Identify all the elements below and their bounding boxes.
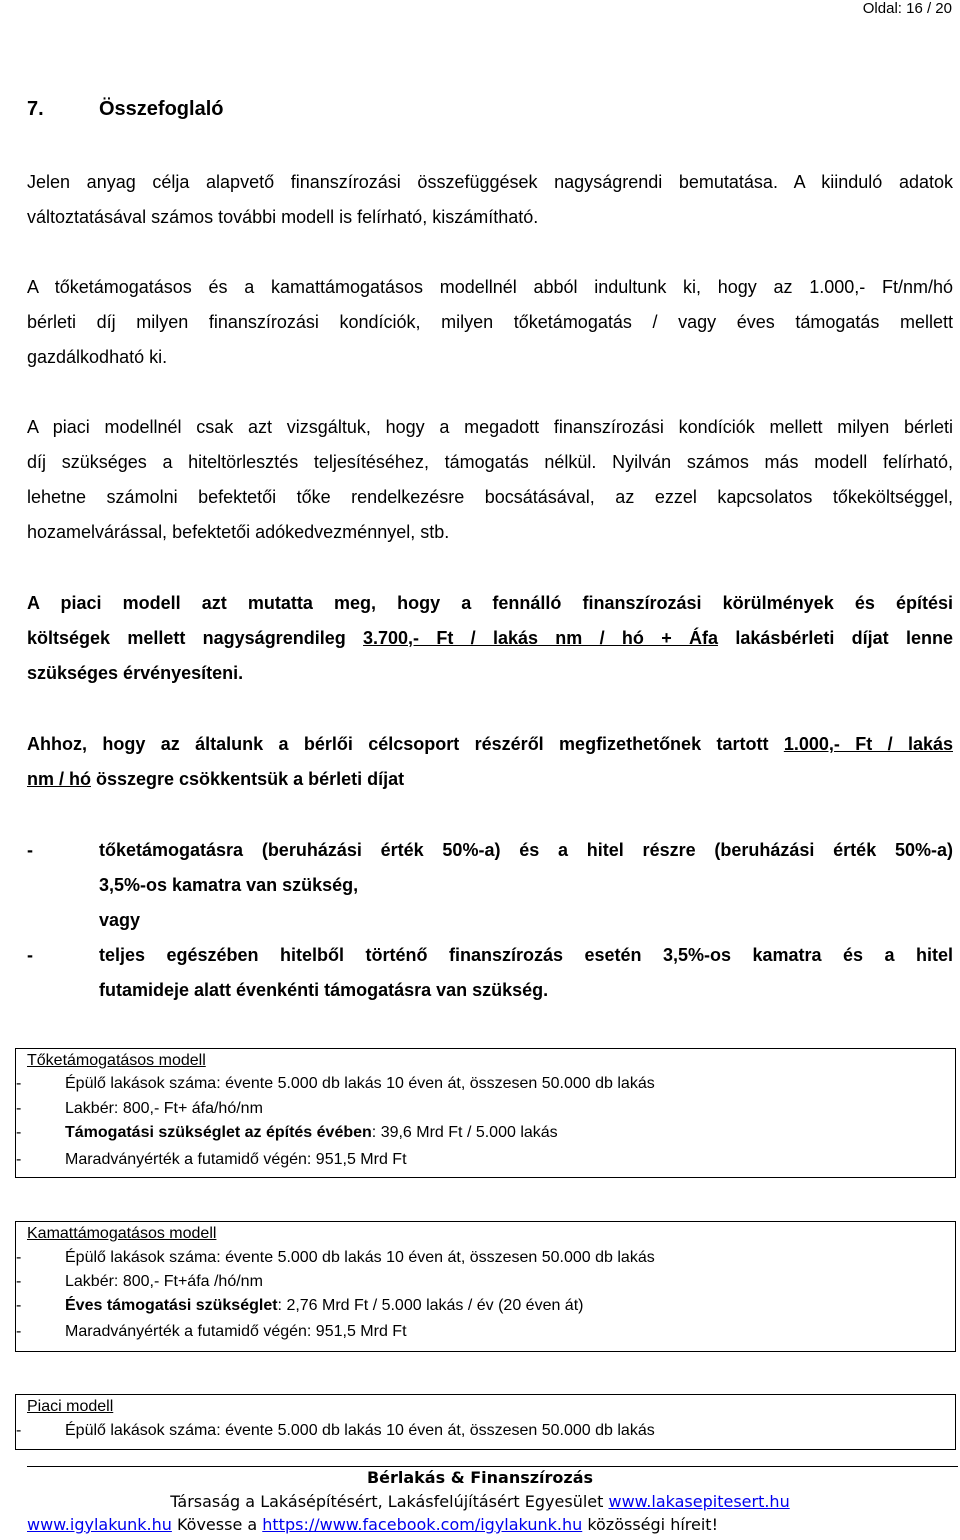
dash-item-line: vagy (99, 910, 141, 930)
paragraph-target-rent (27, 727, 953, 797)
footer-link-facebook[interactable]: https://www.facebook.com/igylakunk.hu (262, 1515, 583, 1534)
footer-organization (0, 1492, 960, 1511)
footer-link-igylakunk[interactable]: www.igylakunk.hu (27, 1515, 172, 1534)
paragraph-line: lehetne számolni befektetői tőke rendelkezésre bocsátásával, az ezzel kapcsolatos tőkeköltséggel, (27, 487, 953, 507)
paragraph-line (27, 762, 953, 797)
paragraph-line: gazdálkodható ki. (27, 347, 168, 367)
item-text: Épülő lakások száma: évente 5.000 db lakás 10 éven át, összesen 50.000 db lakás (65, 1422, 655, 1439)
paragraph-line: Jelen anyag célja alapvető finanszírozási összefüggések nagyságrendi bemutatása. A kiinduló adatok (27, 172, 953, 192)
footer-divider (27, 1466, 958, 1467)
section-title: Összefoglaló (99, 98, 224, 120)
paragraph-line: A tőketámogatásos és a kamattámogatásos modellnél abból indultunk ki, hogy az 1.000,- Ft/nm/hó (27, 277, 953, 297)
paragraph-line (27, 727, 953, 762)
dash-marker: - (16, 1124, 22, 1141)
dash-item-body (99, 833, 953, 938)
box-list-item (16, 1249, 655, 1267)
paragraph-line: hozamelvárással, befektetői adókedvezménnyel, stb. (27, 522, 450, 542)
item-text: Maradványérték a futamidő végén: 951,5 Mrd Ft (65, 1151, 407, 1168)
item-text: Lakbér: 800,- Ft+áfa /hó/nm (65, 1273, 263, 1290)
dash-marker: - (27, 945, 33, 965)
paragraph-models (27, 270, 953, 375)
dash-item-body (99, 938, 953, 1008)
dash-item-line: 3,5%-os kamatra van szükség, (99, 875, 359, 895)
box-title: Kamattámogatásos modell (27, 1225, 217, 1242)
model-box-interest (15, 1221, 956, 1352)
paragraph-market (27, 410, 953, 550)
box-list-item (16, 1273, 263, 1291)
paragraph-market-result (27, 586, 953, 691)
page-number: Oldal: 16 / 20 (862, 0, 952, 17)
box-title: Piaci modell (27, 1398, 114, 1415)
text-span: Ahhoz, hogy az általunk a bérlői célcsoport részéről megfizethetőnek tartott (27, 734, 784, 754)
dash-list-item (27, 833, 953, 938)
item-text: : 39,6 Mrd Ft / 5.000 lakás (371, 1124, 558, 1141)
item-text: : 2,76 Mrd Ft / 5.000 lakás / év (20 éven át) (277, 1297, 584, 1314)
model-box-capital (15, 1048, 956, 1178)
paragraph-intro (27, 165, 953, 235)
section-heading (27, 98, 223, 121)
dash-marker: - (16, 1297, 22, 1314)
paragraph-line: A piaci modell azt mutatta meg, hogy a fennálló finanszírozási körülmények és építési (27, 593, 953, 613)
footer-links (27, 1515, 960, 1534)
footer-text: közösségi híreit! (582, 1515, 718, 1534)
box-list-item (16, 1422, 655, 1440)
dash-marker: - (27, 840, 33, 860)
box-list-item (16, 1100, 263, 1118)
dash-marker: - (16, 1100, 22, 1117)
section-number: 7. (27, 98, 44, 120)
dash-marker: - (16, 1075, 22, 1092)
text-span: összegre csökkentsük a bérleti díjat (91, 769, 405, 789)
footer-link-lakasepitesert[interactable]: www.lakasepitesert.hu (608, 1492, 790, 1511)
dash-item-line: tőketámogatásra (beruházási érték 50%-a) és a hitel részre (beruházási érték 50%-a) (99, 840, 953, 860)
paragraph-line: A piaci modellnél csak azt vizsgáltuk, hogy a megadott finanszírozási kondíciók mellett milyen bérleti (27, 417, 953, 437)
item-text: Lakbér: 800,- Ft+ áfa/hó/nm (65, 1100, 263, 1117)
footer-title: Bérlakás & Finanszírozás (366, 1468, 594, 1487)
dash-item-line: teljes egészében hitelből történő finanszírozás esetén 3,5%-os kamatra és a hitel (99, 945, 953, 965)
footer-text: Kövesse a (171, 1515, 263, 1534)
item-text: Épülő lakások száma: évente 5.000 db lakás 10 éven át, összesen 50.000 db lakás (65, 1249, 655, 1266)
dash-marker: - (16, 1323, 22, 1340)
dash-marker: - (16, 1422, 22, 1439)
box-list-item (16, 1124, 558, 1142)
dash-marker: - (16, 1151, 22, 1168)
item-bold: Támogatási szükséglet az építés évében (65, 1124, 372, 1141)
dash-item-line: futamideje alatt évenkénti támogatásra van szükség. (99, 980, 549, 1000)
box-list-item (16, 1297, 584, 1315)
box-list-item (16, 1151, 407, 1169)
model-box-market (15, 1394, 956, 1450)
target-rent-underlined: 1.000,- Ft / lakás (783, 734, 953, 754)
dash-marker: - (16, 1273, 22, 1290)
dash-list-item (27, 938, 953, 1008)
paragraph-line: bérleti díj milyen finanszírozási kondíciók, milyen tőketámogatás / vagy éves támogatás mellett (27, 312, 953, 332)
text-span: lakásbérleti díjat lenne (718, 628, 953, 648)
box-title: Tőketámogatásos modell (27, 1052, 206, 1069)
paragraph-line: díj szükséges a hiteltörlesztés teljesítéséhez, támogatás nélkül. Nyilván számos más modell felírható, (27, 452, 953, 472)
text-span: költségek mellett nagyságrendileg (27, 628, 364, 648)
paragraph-line: szükséges érvényesíteni. (27, 663, 244, 683)
footer-org-text: Társaság a Lakásépítésért, Lakásfelújításért Egyesület (170, 1492, 609, 1511)
box-list-item (16, 1323, 407, 1341)
target-rent-unit-underlined: nm / hó (27, 769, 91, 789)
item-bold: Éves támogatási szükséglet (65, 1297, 278, 1314)
box-list-item (16, 1075, 655, 1093)
rent-value-underlined: 3.700,- Ft / lakás nm / hó + Áfa (363, 628, 719, 648)
item-text: Maradványérték a futamidő végén: 951,5 Mrd Ft (65, 1323, 407, 1340)
item-text: Épülő lakások száma: évente 5.000 db lakás 10 éven át, összesen 50.000 db lakás (65, 1075, 655, 1092)
paragraph-line: változtatásával számos további modell is felírható, kiszámítható. (27, 207, 539, 227)
paragraph-line (27, 621, 953, 656)
dash-marker: - (16, 1249, 22, 1266)
